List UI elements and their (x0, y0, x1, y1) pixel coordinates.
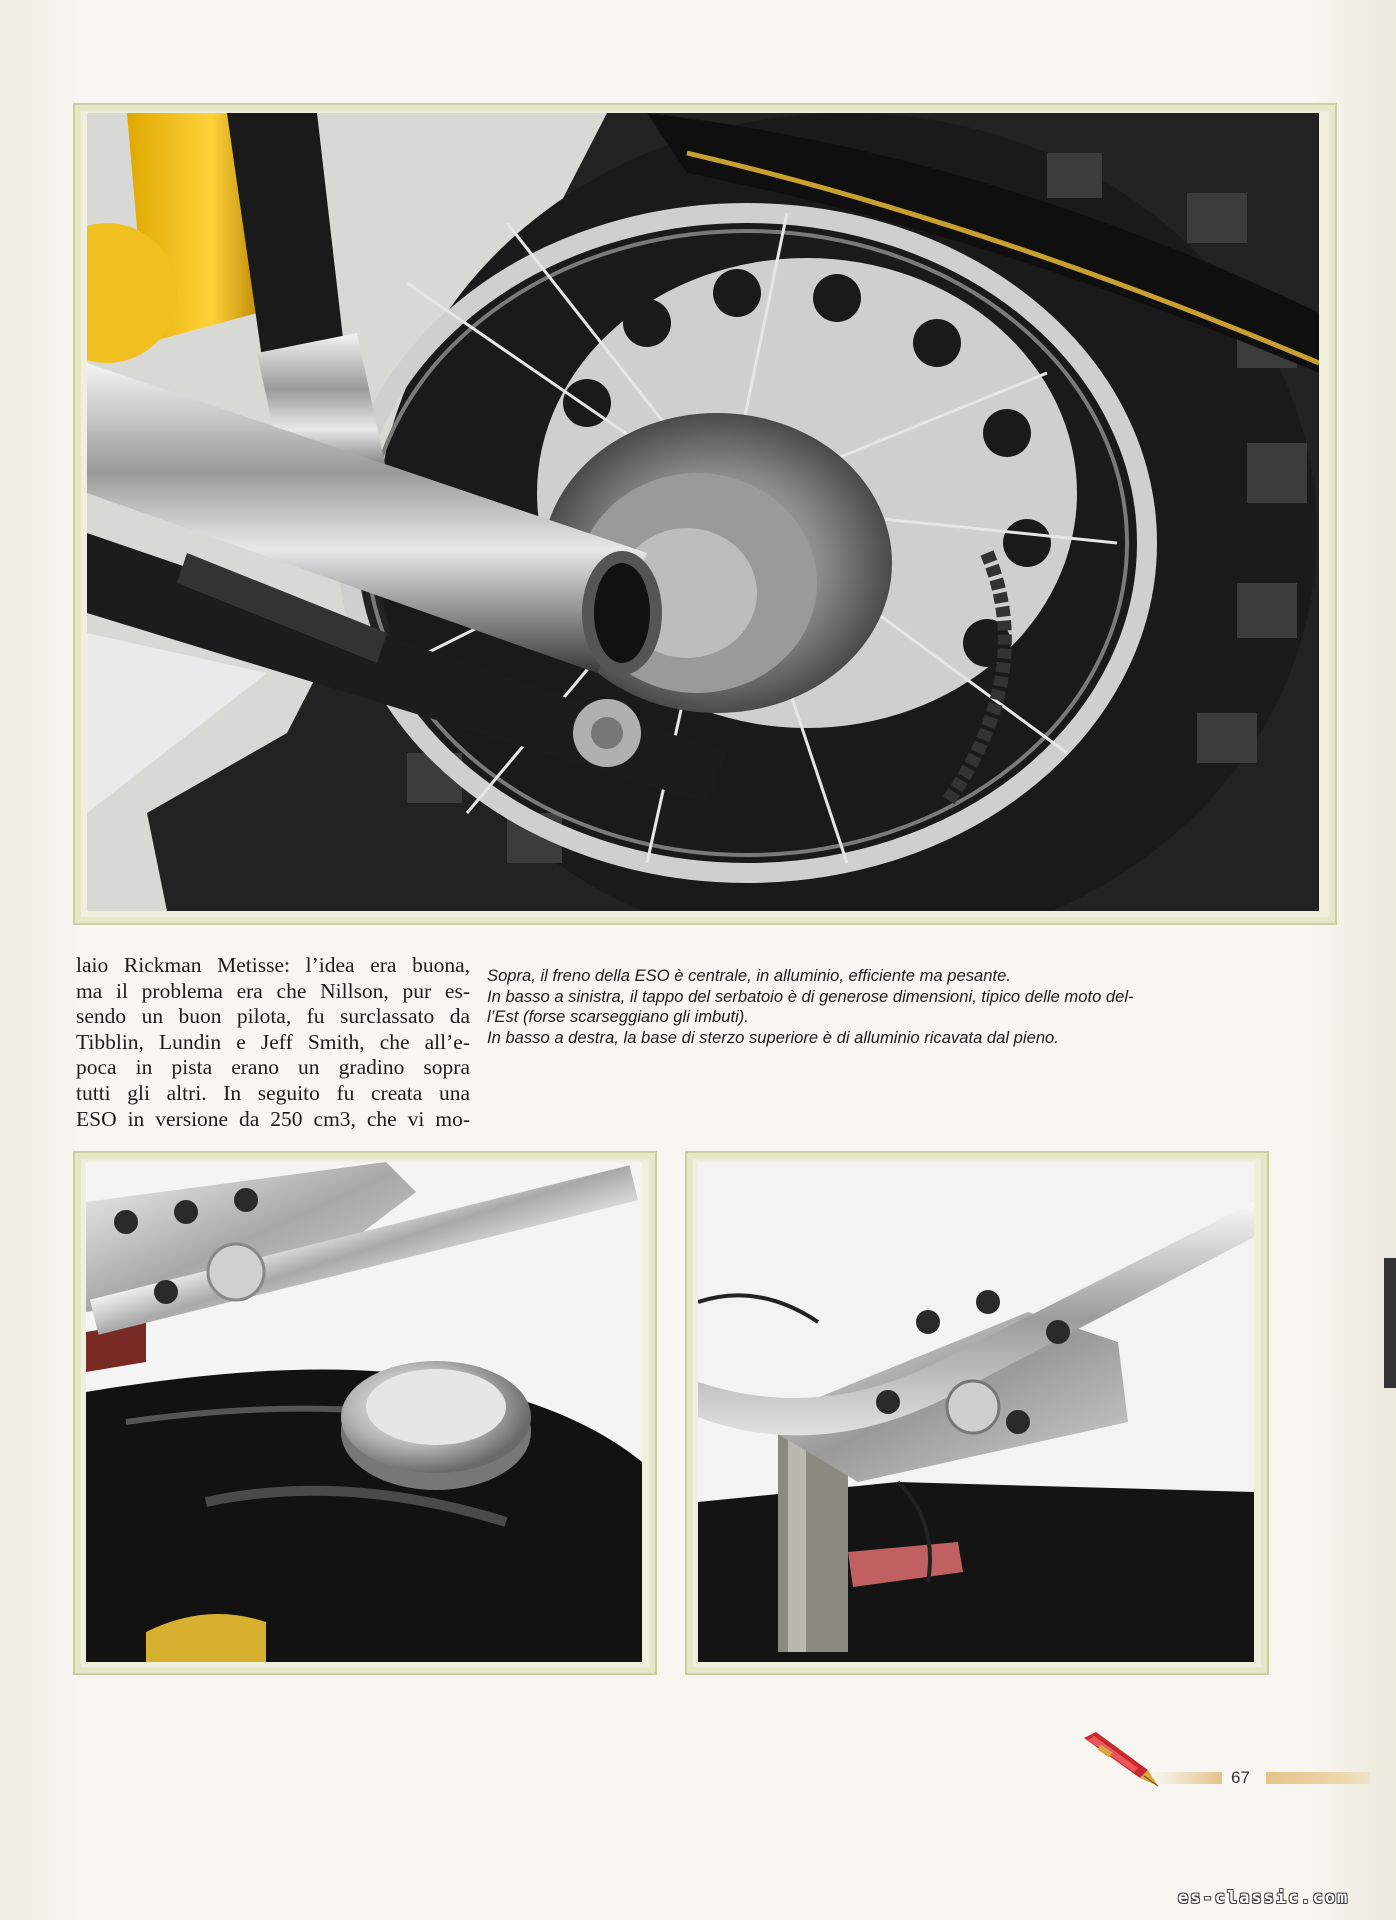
article-body-text (76, 953, 470, 1132)
caption-line: In basso a sinistra, il tappo del serbatoio è di generose dimensioni, tipico delle moto del- (487, 986, 1134, 1006)
site-watermark: es-classic.com (1178, 1888, 1350, 1908)
caption-line: In basso a destra, la base di sterzo superiore è di alluminio ricavata dal pieno. (487, 1027, 1059, 1047)
footer-rule-right (1266, 1772, 1370, 1784)
photo-caption (487, 966, 1267, 1048)
body-line: ma il problema era che Nillson, pur es- (76, 978, 470, 1003)
body-line: ESO in versione da 250 cm3, che vi mo- (76, 1106, 470, 1131)
footer-rule-left (1152, 1772, 1222, 1784)
tank-cap-photo (86, 1162, 642, 1662)
body-line: poca in pista erano un gradino sopra (76, 1055, 470, 1080)
rear-brake-photo (87, 113, 1319, 911)
steering-yoke-photo (698, 1162, 1254, 1662)
body-line: sendo un buon pilota, fu surclassato da (76, 1004, 470, 1029)
caption-line: Sopra, il freno della ESO è centrale, in alluminio, efficiente ma pesante. (487, 966, 1011, 985)
page-edge-tab (1384, 1258, 1396, 1388)
body-line: Tibblin, Lundin e Jeff Smith, che all’e- (76, 1029, 470, 1054)
body-line: laio Rickman Metisse: l’idea era buona, (76, 953, 470, 977)
caption-line: l’Est (forse scarseggiano gli imbuti). (487, 1007, 749, 1026)
body-line: tutti gli altri. In seguito fu creata una (76, 1080, 470, 1105)
page-number: 67 (1231, 1768, 1250, 1787)
fountain-pen-icon (1078, 1730, 1162, 1790)
